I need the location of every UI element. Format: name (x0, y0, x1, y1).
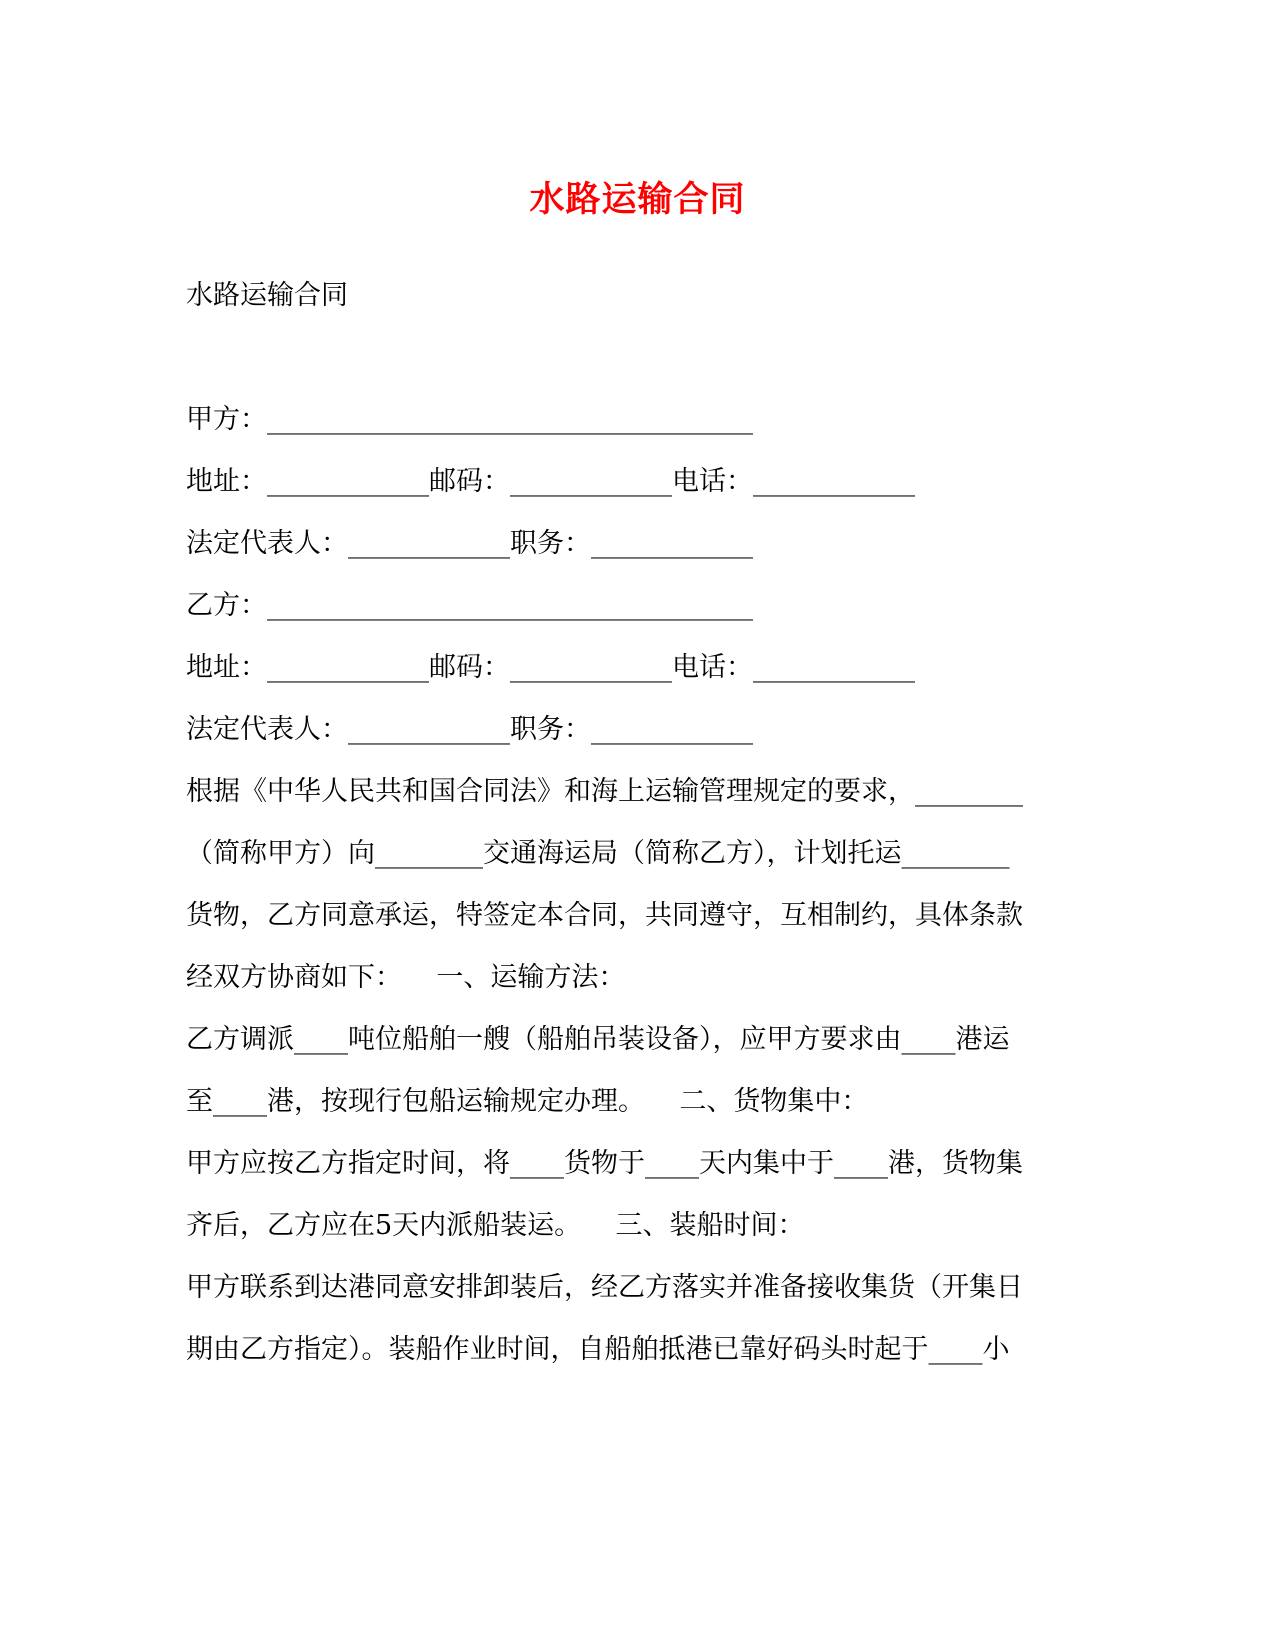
body-text-line: 期由乙方指定）。装船作业时间，自船舶抵港已靠好码头时起于____小 (186, 1334, 1010, 1365)
body-text-line: 甲方应按乙方指定时间，将____货物于____天内集中于____港，货物集 (186, 1148, 1023, 1179)
body-text-line: 货物，乙方同意承运，特签定本合同，共同遵守，互相制约，具体条款 (186, 900, 1023, 931)
document-title: 水路运输合同 (529, 179, 746, 220)
body-text-line: 经双方协商如下： 一、运输方法： (186, 962, 626, 993)
party-b-address-line: 地址：____________邮码：____________电话：____________ (186, 652, 915, 683)
body-text-line: 齐后，乙方应在5天内派船装运。 三、装船时间： (186, 1210, 805, 1241)
party-a-representative-line: 法定代表人：____________职务：____________ (186, 528, 753, 559)
party-a-line: 甲方：____________________________________ (186, 404, 753, 435)
body-text-line: 乙方调派____吨位船舶一艘（船舶吊装设备），应甲方要求由____港运 (186, 1024, 1010, 1055)
body-text-line: 至____港，按现行包船运输规定办理。 二、货物集中： (186, 1086, 869, 1117)
party-b-representative-line: 法定代表人：____________职务：____________ (186, 714, 753, 745)
body-text-line: 甲方联系到达港同意安排卸装后，经乙方落实并准备接收集货（开集日 (186, 1272, 1023, 1303)
party-a-address-line: 地址：____________邮码：____________电话：____________ (186, 466, 915, 497)
body-text-line: 根据《中华人民共和国合同法》和海上运输管理规定的要求，________ (186, 776, 1023, 807)
body-text-line: （简称甲方）向________交通海运局（简称乙方），计划托运________ (186, 838, 1010, 869)
party-b-line: 乙方：____________________________________ (186, 590, 753, 621)
document-subtitle: 水路运输合同 (186, 280, 348, 311)
